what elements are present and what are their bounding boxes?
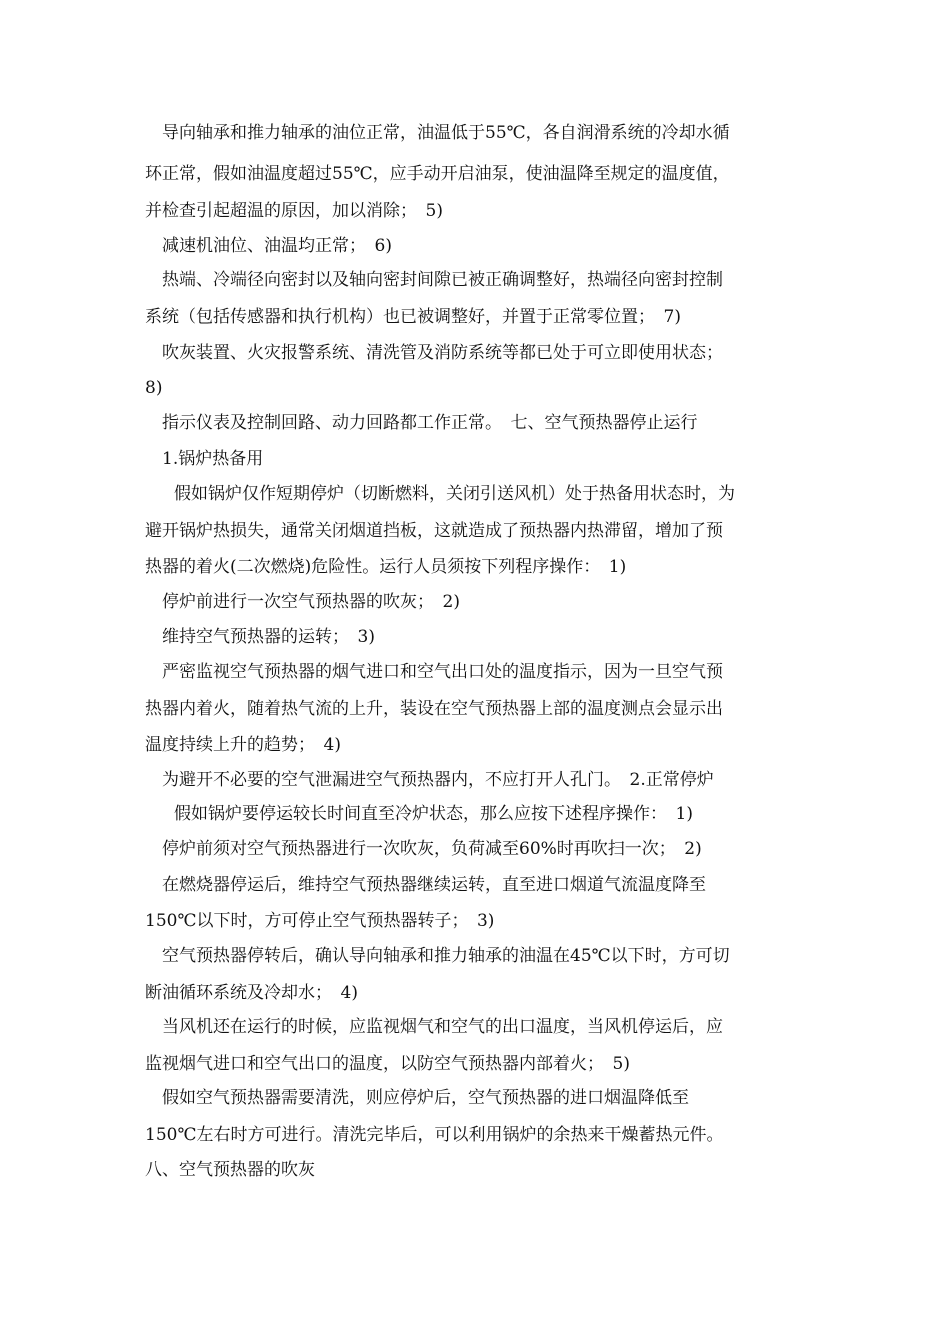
text-line: 环正常，假如油温度超过55℃，应手动开启油泵，使油温降至规定的温度值， [145, 164, 730, 184]
text-line: 减速机油位、油温均正常； 6) [162, 236, 392, 256]
section-heading: 1.锅炉热备用 [162, 449, 264, 469]
text-line: 150℃左右时方可进行。清洗完毕后，可以利用锅炉的余热来干燥蓄热元件。 [145, 1125, 724, 1145]
text-line: 热器的着火(二次燃烧)危险性。运行人员须按下列程序操作： 1) [145, 557, 627, 577]
text-line: 8) [145, 378, 163, 398]
text-line: 指示仪表及控制回路、动力回路都工作正常。 七、空气预热器停止运行 [162, 413, 698, 433]
text-line: 温度持续上升的趋势； 4) [145, 735, 341, 755]
text-line: 假如空气预热器需要清洗，则应停炉后，空气预热器的进口烟温降低至 [162, 1088, 689, 1108]
text-line: 假如锅炉仅作短期停炉（切断燃料，关闭引送风机）处于热备用状态时，为 [174, 484, 735, 504]
text-line: 停炉前须对空气预热器进行一次吹灰，负荷减至60%时再吹扫一次； 2) [162, 839, 702, 859]
text-line: 断油循环系统及冷却水； 4) [145, 983, 358, 1003]
section-heading: 八、空气预热器的吹灰 [145, 1160, 315, 1180]
text-line: 吹灰装置、火灾报警系统、清洗管及消防系统等都已处于可立即使用状态； [162, 343, 723, 363]
text-line: 并检查引起超温的原因，加以消除； 5) [145, 201, 443, 221]
text-line: 系统（包括传感器和执行机构）也已被调整好，并置于正常零位置； 7) [145, 307, 681, 327]
text-line: 停炉前进行一次空气预热器的吹灰； 2) [162, 592, 460, 612]
text-line: 热器内着火，随着热气流的上升，装设在空气预热器上部的温度测点会显示出 [145, 699, 723, 719]
text-line: 严密监视空气预热器的烟气进口和空气出口处的温度指示，因为一旦空气预 [162, 662, 723, 682]
text-line: 避开锅炉热损失，通常关闭烟道挡板，这就造成了预热器内热滞留，增加了预 [145, 521, 723, 541]
text-line: 150℃以下时，方可停止空气预热器转子； 3) [145, 911, 495, 931]
text-line: 监视烟气进口和空气出口的温度，以防空气预热器内部着火； 5) [145, 1054, 630, 1074]
text-line: 当风机还在运行的时候，应监视烟气和空气的出口温度，当风机停运后，应 [162, 1017, 723, 1037]
text-line: 为避开不必要的空气泄漏进空气预热器内，不应打开人孔门。 2.正常停炉 [162, 770, 714, 790]
text-line: 空气预热器停转后，确认导向轴承和推力轴承的油温在45℃以下时，方可切 [162, 946, 730, 966]
text-line: 导向轴承和推力轴承的油位正常，油温低于55℃，各自润滑系统的冷却水循 [162, 123, 730, 143]
text-line: 假如锅炉要停运较长时间直至冷炉状态，那么应按下述程序操作： 1) [174, 804, 693, 824]
text-line: 维持空气预热器的运转； 3) [162, 627, 375, 647]
text-line: 在燃烧器停运后，维持空气预热器继续运转，直至进口烟道气流温度降至 [162, 875, 706, 895]
text-line: 热端、冷端径向密封以及轴向密封间隙已被正确调整好，热端径向密封控制 [162, 270, 723, 290]
